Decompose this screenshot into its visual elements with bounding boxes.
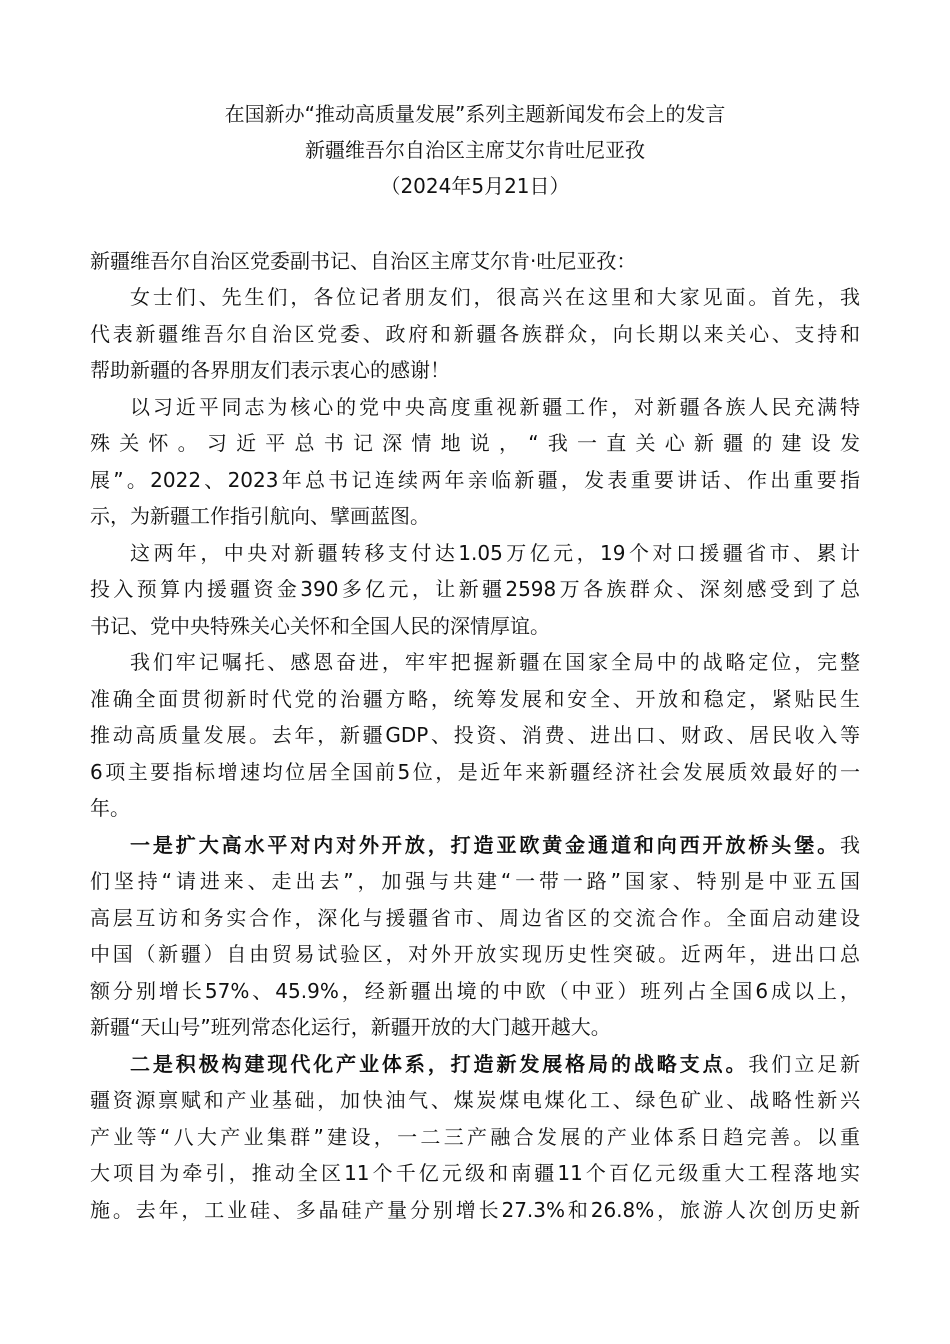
paragraph-line: 施。去年，工业硅、多晶硅产量分别增长27.3%和26.8%，旅游人次创历史新: [90, 1197, 860, 1222]
paragraph-line-lead: [90, 1046, 860, 1083]
paragraph-line: 中国（新疆）自由贸易试验区，对外开放实现历史性突破。近两年，进出口总: [90, 942, 860, 966]
paragraph-line: 年。: [90, 796, 130, 820]
document-title: 在国新办“推动高质量发展”系列主题新闻发布会上的发言: [224, 102, 726, 126]
paragraph-line: 示，为新疆工作指引航向、擘画蓝图。: [90, 504, 430, 528]
paragraph-4: [90, 644, 860, 827]
document-body: [90, 243, 860, 1228]
paragraph-line-lead: [90, 827, 860, 864]
paragraph-line: 准确全面贯彻新时代党的治疆方略，统筹发展和安全、开放和稳定，紧贴民生: [90, 686, 860, 711]
paragraph-line: 新疆“天山号”班列常态化运行，新疆开放的大门越开越大。: [90, 1015, 611, 1039]
paragraph-line: 产业等“八大产业集群”建设，一二三产融合发展的产业体系日趋完善。以重: [90, 1124, 860, 1149]
document-header: [90, 96, 860, 204]
paragraph-line: 女士们、先生们，各位记者朋友们，很高兴在这里和大家见面。首先，我: [130, 285, 860, 309]
paragraph-2: [90, 389, 860, 535]
paragraph-3: [90, 535, 860, 645]
paragraph-line: 推动高质量发展。去年，新疆GDP、投资、消费、进出口、财政、居民收入等: [90, 723, 860, 747]
paragraph-1: [90, 279, 860, 389]
salutation: 新疆维吾尔自治区党委副书记、自治区主席艾尔肯·吐尼亚孜：: [90, 249, 637, 273]
paragraph-line: 6项主要指标增速均位居全国前5位，是近年来新疆经济社会发展质效最好的一: [90, 759, 860, 784]
document-date: （2024年5月21日）: [380, 174, 570, 198]
paragraph-line: 代表新疆维吾尔自治区党委、政府和新疆各族群众，向长期以来关心、支持和: [90, 321, 860, 346]
paragraph-line: 们坚持“请进来、走出去”，加强与共建“一带一路”国家、特别是中亚五国: [90, 869, 860, 893]
paragraph-line: 高层互访和务实合作，深化与援疆省市、周边省区的交流合作。全面启动建设: [90, 905, 860, 930]
speaker-line: 新疆维吾尔自治区主席艾尔肯吐尼亚孜: [305, 138, 645, 162]
paragraph-line: 大项目为牵引，推动全区11个千亿元级和南疆11个百亿元级重大工程落地实: [90, 1161, 860, 1185]
paragraph-line: 投入预算内援疆资金390多亿元，让新疆2598万各族群众、深刻感受到了总: [90, 577, 860, 601]
section-heading-2: 二是积极构建现代化产业体系，打造新发展格局的战略支点。: [130, 1051, 749, 1076]
section-heading-1: 一是扩大高水平对内对外开放，打造亚欧黄金通道和向西开放桥头堡。: [130, 832, 840, 857]
paragraph-line: 这两年，中央对新疆转移支付达1.05万亿元，19个对口援疆省市、累计: [130, 540, 860, 565]
paragraph-line: 我们牢记嘱托、感恩奋进，牢牢把握新疆在国家全局中的战略定位，完整: [130, 650, 860, 674]
paragraph-line: 书记、党中央特殊关心关怀和全国人民的深情厚谊。: [90, 613, 550, 638]
paragraph-line: 以习近平同志为核心的党中央高度重视新疆工作，对新疆各族人民充满特: [130, 394, 860, 419]
paragraph-line: 额分别增长57%、45.9%，经新疆出境的中欧（中亚）班列占全国6成以上，: [90, 978, 860, 1003]
paragraph-text: 我: [840, 832, 860, 857]
paragraph-line: 疆资源禀赋和产业基础，加快油气、煤炭煤电煤化工、绿色矿业、战略性新兴: [90, 1088, 860, 1112]
paragraph-line: 殊关怀。习近平总书记深情地说，“我一直关心新疆的建设发: [90, 431, 860, 455]
paragraph-5: [90, 827, 860, 1046]
paragraph-line: 帮助新疆的各界朋友们表示衷心的感谢！: [90, 358, 450, 382]
paragraph-text: 我们立足新: [748, 1051, 860, 1076]
paragraph-line: 展”。2022、2023年总书记连续两年亲临新疆，发表重要讲话、作出重要指: [90, 467, 860, 492]
paragraph-6: [90, 1046, 860, 1229]
